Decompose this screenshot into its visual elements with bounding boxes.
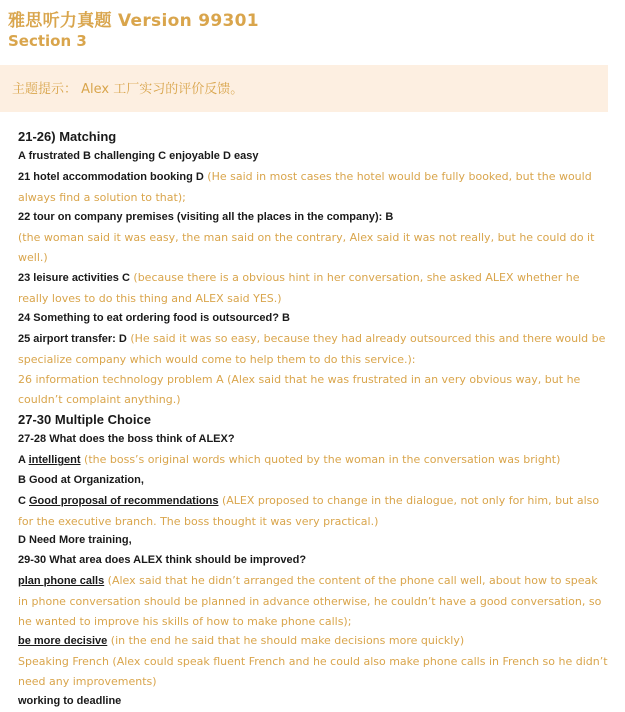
improve-item-2-answer: be more decisive xyxy=(18,635,108,648)
question-26-note: 26 information technology problem A (Alex said that he was frustrated in an very obvious way, but he couldn’t complaint anything.) xyxy=(18,372,581,406)
question-25 xyxy=(18,329,608,370)
question-29-30: 29-30 What area does ALEX think should be improved? xyxy=(18,554,307,567)
option-d: D Need More training, xyxy=(18,534,132,547)
option-c-note: (ALEX proposed to change in the dialogue, not only for him, but also for the executive branch. The boss thought it was very practical.) xyxy=(18,493,600,528)
question-25-note: (He said it was so easy, because they had already outsourced this and there would be specialize company which would come to help them to do this service.): xyxy=(18,332,606,366)
question-21-label: 21 hotel accommodation booking D xyxy=(18,170,204,183)
question-23 xyxy=(18,268,608,309)
question-21 xyxy=(18,167,608,208)
matching-heading: 21-26) Matching xyxy=(18,129,117,144)
question-26 xyxy=(18,370,608,410)
improve-item-2-note: (in the end he said that he should make decisions more quickly) xyxy=(107,634,465,648)
improve-item-1 xyxy=(18,571,608,631)
section-title: Section 3 xyxy=(8,32,87,50)
improve-item-2 xyxy=(18,631,608,652)
question-25-label: 25 airport transfer: D xyxy=(18,333,127,346)
improve-item-3 xyxy=(18,652,608,692)
improve-item-1-answer: plan phone calls xyxy=(18,574,105,587)
question-23-label: 23 leisure activities C xyxy=(18,271,130,284)
option-c-letter: C xyxy=(18,494,29,507)
question-27-28: 27-28 What does the boss think of ALEX? xyxy=(18,433,235,446)
option-a xyxy=(18,450,608,471)
option-a-note: (the boss’s original words which quoted by the woman in the conversation was bright) xyxy=(80,453,561,467)
improve-item-4: working to deadline xyxy=(18,694,122,707)
option-b: B Good at Organization, xyxy=(18,473,144,486)
multiple-choice-heading: 27-30 Multiple Choice xyxy=(18,412,151,428)
option-a-answer: intelligent xyxy=(28,454,81,467)
question-23-note: (because there is a obvious hint in her conversation, she asked ALEX whether he really loves to do this thing and ALEX said YES.) xyxy=(18,270,580,305)
topic-hint-text: 主题提示： Alex 工厂实习的评价反馈。 xyxy=(12,82,244,97)
topic-hint-box xyxy=(0,65,608,112)
option-c-answer: Good proposal of recommendations xyxy=(29,494,219,507)
option-c xyxy=(18,491,608,532)
question-24-label: 24 Something to eat ordering food is outsourced? B xyxy=(18,312,290,325)
option-a-letter: A xyxy=(18,454,29,467)
page-title: 雅思听力真题 Version 99301 xyxy=(8,11,259,31)
answer-content xyxy=(18,126,608,712)
question-22-note: (the woman said it was easy, the man said on the contrary, Alex said it was not really, but he could do it well.) xyxy=(18,231,595,264)
improve-item-1-note: (Alex said that he didn’t arranged the content of the phone call well, about how to speak in phone conversation should be planned in advance otherwise, he couldn’t have a good conversation, so he wanted to improve his skills of how to make phone calls); xyxy=(18,573,602,628)
matching-options: A frustrated B challenging C enjoyable D easy xyxy=(18,150,259,162)
improve-item-3-note: Speaking French (Alex could speak fluent French and he could also make phone calls in French so he didn’t need any improvements) xyxy=(18,655,608,688)
question-24 xyxy=(18,308,608,329)
question-21-note: (He said in most cases the hotel would be fully booked, but the would always find a solution to that); xyxy=(18,169,592,204)
question-22 xyxy=(18,207,608,267)
question-22-label: 22 tour on company premises (visiting all the places in the company): B xyxy=(18,211,394,224)
